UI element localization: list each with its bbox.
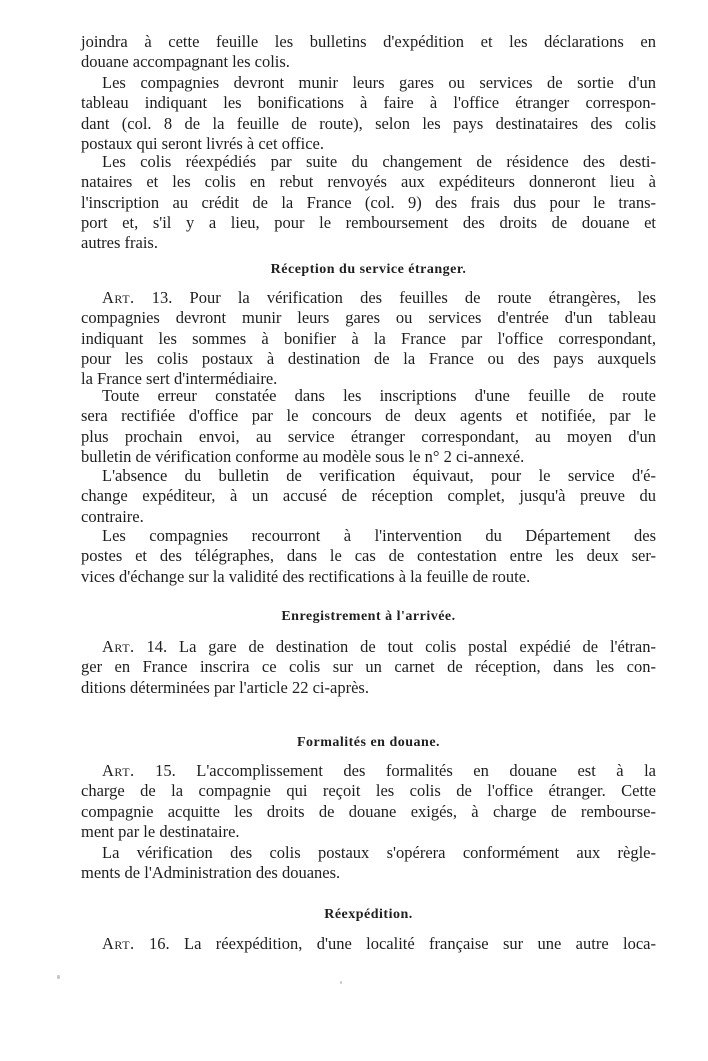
text-line: ments de l'Administration des douanes. — [81, 863, 341, 883]
paragraph — [81, 843, 656, 884]
article-text: 15. L'accomplissement des formalités en douane est à la — [134, 761, 656, 780]
text-line: L'absence du bulletin de verification équivaut, pour le service d'é- — [102, 466, 656, 485]
text-line — [81, 637, 656, 657]
text-line: contraire. — [81, 506, 144, 526]
text-line — [81, 934, 656, 954]
scan-speckle — [57, 975, 60, 979]
text-line: sera rectifiée d'office par le concours de deux agents et notifiée, par le — [81, 406, 656, 426]
paragraph — [81, 466, 656, 527]
article-number: Art. — [102, 637, 135, 656]
section-heading: Réexpédition. — [324, 907, 413, 922]
text-line: Les compagnies devront munir leurs gares ou services de sortie d'un — [102, 73, 656, 92]
text-line: bulletin de vérification conforme au modèle sous le n° 2 ci-annexé. — [81, 446, 525, 466]
text-line: compagnies devront munir leurs gares ou services d'entrée d'un tableau — [81, 308, 656, 328]
text-line: pour les colis postaux à destination de la France ou des pays auxquels — [81, 348, 656, 368]
section-heading: Formalités en douane. — [296, 735, 441, 750]
text-line: autres frais. — [81, 233, 158, 253]
text-line: ment par le destinataire. — [81, 821, 240, 841]
text-line: change expéditeur, à un accusé de réception complet, jusqu'à preuve du — [81, 486, 656, 506]
text-line: dant (col. 8 de la feuille de route), selon les pays destinataires des colis — [81, 113, 656, 133]
text-line: indiquant les sommes à bonifier à la France par l'office correspondant, — [81, 328, 656, 348]
text-line: Les colis réexpédiés par suite du changement de résidence des desti- — [102, 152, 656, 171]
paragraph — [81, 73, 656, 154]
text-line: joindra à cette feuille les bulletins d'expédition et les déclarations en — [81, 32, 656, 51]
paragraph — [81, 32, 656, 73]
text-line — [81, 761, 656, 781]
text-line: vices d'échange sur la validité des rectifications à la feuille de route. — [81, 566, 531, 586]
text-line: l'inscription au crédit de la France (col. 9) des frais dus pour le trans- — [81, 192, 656, 212]
text-line: port et, s'il y a lieu, pour le remboursement des droits de douane et — [81, 212, 656, 232]
text-line: la France sert d'intermédiaire. — [81, 369, 278, 389]
text-line: ditions déterminées par l'article 22 ci-après. — [81, 677, 369, 697]
text-line: Toute erreur constatée dans les inscriptions d'une feuille de route — [102, 386, 656, 405]
article-text: 14. La gare de destination de tout colis postal expédié de l'étran- — [134, 637, 656, 656]
paragraph — [81, 637, 656, 698]
article-number: Art. — [102, 934, 135, 953]
paragraph — [81, 152, 656, 253]
paragraph — [81, 761, 656, 842]
section-heading: Réception du service étranger. — [270, 262, 467, 277]
text-line: postes et des télégraphes, dans le cas de contestation entre les deux ser- — [81, 546, 656, 566]
text-line — [81, 288, 656, 308]
paragraph — [81, 386, 656, 467]
paragraph — [81, 526, 656, 587]
article-text: 16. La réexpédition, d'une localité française sur une autre loca- — [134, 934, 656, 953]
text-line: La vérification des colis postaux s'opérera conformément aux règle- — [102, 843, 656, 862]
scan-speckle — [340, 981, 342, 984]
text-line: plus prochain envoi, au service étranger correspondant, au moyen d'un — [81, 426, 656, 446]
article-number: Art. — [102, 288, 135, 307]
paragraph — [81, 934, 656, 954]
text-line: tableau indiquant les bonifications à faire à l'office étranger correspon- — [81, 93, 656, 113]
text-line: Les compagnies recourront à l'intervention du Département des — [102, 526, 656, 545]
text-line: charge de la compagnie qui reçoit les colis de l'office étranger. Cette — [81, 781, 656, 801]
paragraph — [81, 288, 656, 389]
section-heading: Enregistrement à l'arrivée. — [281, 609, 456, 624]
text-line: ger en France inscrira ce colis sur un carnet de réception, dans les con- — [81, 657, 656, 677]
article-number: Art. — [102, 761, 135, 780]
text-line: nataires et les colis en rebut renvoyés aux expéditeurs donneront lieu à — [81, 172, 656, 192]
text-line: compagnie acquitte les droits de douane exigés, à charge de rembourse- — [81, 801, 656, 821]
text-line: douane accompagnant les colis. — [81, 52, 290, 72]
article-text: 13. Pour la vérification des feuilles de route étrangères, les — [134, 288, 656, 307]
text-line: postaux qui seront livrés à cet office. — [81, 133, 324, 153]
